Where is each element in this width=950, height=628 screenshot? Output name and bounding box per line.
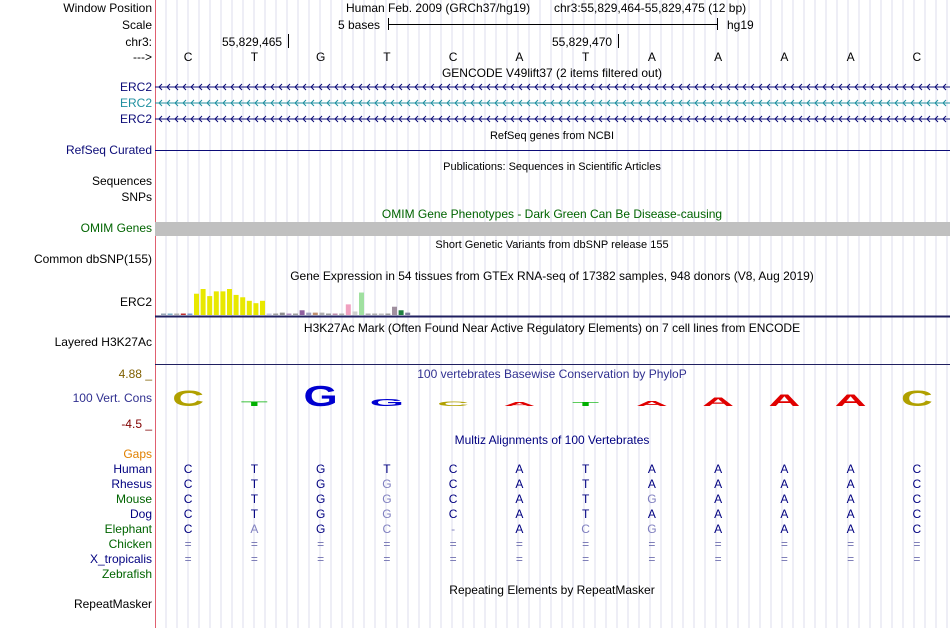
gtex-tissue-bar[interactable] (313, 313, 318, 315)
alignment-base: A (714, 522, 723, 536)
alignment-base: A (515, 492, 524, 506)
gtex-tissue-bar[interactable] (319, 313, 324, 315)
assembly-text: Human Feb. 2009 (GRCh37/hg19) (346, 1, 531, 15)
alignment-base: A (714, 462, 723, 476)
species-label-human: Human (113, 462, 152, 476)
gtex-erc2-label[interactable]: ERC2 (119, 295, 152, 309)
h3k27ac-track-title: H3K27Ac Mark (Often Found Near Active Regulatory Elements) on 7 cell lines from ENCODE (303, 321, 801, 335)
coordinate-label-1: 55,829,465 (222, 35, 283, 49)
reference-base: A (515, 50, 524, 64)
gtex-tissue-bar[interactable] (214, 291, 219, 315)
alignment-base: = (847, 552, 855, 566)
alignment-base: C (581, 522, 590, 536)
repeatmasker-label[interactable]: RepeatMasker (73, 597, 152, 611)
reference-base: A (846, 50, 855, 64)
conservation-base-glyph: C (172, 387, 205, 410)
alignment-base: G (382, 492, 392, 506)
alignment-base: C (448, 477, 458, 491)
gtex-tissue-bar[interactable] (359, 293, 364, 315)
vert-cons-label[interactable]: 100 Vert. Cons (72, 391, 152, 405)
strand-arrow-label: ---> (133, 50, 152, 64)
reference-base-row (155, 50, 950, 64)
alignment-base: - (451, 522, 456, 536)
alignment-base: = (847, 537, 855, 551)
gtex-tissue-bar[interactable] (293, 314, 298, 316)
alignment-base: A (846, 492, 855, 506)
alignment-base: A (846, 522, 855, 536)
gtex-tissue-bar[interactable] (168, 314, 173, 316)
gencode-transcript[interactable] (155, 84, 950, 90)
phylop-track-title: 100 vertebrates Basewise Conservation by PhyloP (417, 367, 687, 381)
species-label-elephant: Elephant (104, 522, 152, 536)
gtex-tissue-bar[interactable] (339, 314, 344, 316)
conservation-base-glyph: A (702, 395, 735, 409)
alignment-base: = (780, 552, 788, 566)
gtex-tissue-bar[interactable] (161, 314, 166, 316)
species-label-mouse: Mouse (115, 492, 152, 506)
conservation-base-glyph: T (572, 401, 600, 408)
conservation-base-glyph: A (834, 391, 867, 410)
alignment-base: = (449, 537, 457, 551)
gtex-tissue-bar[interactable] (379, 314, 384, 316)
alignment-base: = (714, 552, 722, 566)
alignment-base: T (581, 507, 590, 521)
alignment-base: = (383, 537, 391, 551)
track-label-column (0, 0, 156, 628)
scale-bar-text: 5 bases (338, 18, 381, 32)
conservation-base-glyph: C (900, 387, 933, 410)
gtex-tissue-bar[interactable] (333, 314, 338, 316)
gtex-tissue-bar[interactable] (372, 314, 377, 316)
gtex-track-title: Gene Expression in 54 tissues from GTEx RNA-seq of 17382 samples, 948 donors (V8, Aug 2019) (290, 269, 814, 283)
alignment-base: A (714, 477, 723, 491)
alignment-base: G (382, 477, 392, 491)
conservation-max-label: 4.88 _ (118, 367, 152, 381)
alignment-base: A (714, 492, 723, 506)
alignment-base: = (582, 537, 590, 551)
alignment-base: = (648, 552, 656, 566)
h3k27ac-label[interactable]: Layered H3K27Ac (54, 335, 152, 349)
conservation-base-glyph: G (369, 396, 404, 409)
conservation-base-glyph: A (503, 401, 536, 408)
alignment-base: = (913, 537, 921, 551)
alignment-base: C (382, 522, 392, 536)
reference-base: T (581, 50, 590, 64)
multiz-track-title: Multiz Alignments of 100 Vertebrates (454, 433, 650, 447)
reference-base: A (780, 50, 789, 64)
gencode-gene-track[interactable] (155, 80, 950, 126)
alignment-base: A (780, 507, 789, 521)
conservation-base-glyph: T (240, 400, 268, 408)
alignment-base: T (250, 477, 259, 491)
alignment-base: C (912, 462, 922, 476)
coordinate-label-2: 55,829,470 (552, 35, 613, 49)
alignment-base: A (846, 507, 855, 521)
snps-label[interactable]: SNPs (121, 190, 152, 204)
refseq-curated-label[interactable]: RefSeq Curated (65, 143, 152, 157)
gtex-tissue-bar[interactable] (399, 310, 404, 315)
alignment-base: A (515, 507, 524, 521)
gtex-tissue-bar[interactable] (247, 301, 252, 315)
gtex-tissue-bar[interactable] (187, 314, 192, 316)
omim-gene-bar[interactable] (155, 222, 950, 236)
gtex-tissue-bar[interactable] (366, 314, 371, 316)
gtex-tissue-bar[interactable] (280, 313, 285, 315)
reference-base: T (383, 50, 391, 64)
alignment-base: G (315, 522, 326, 536)
alignment-base: A (647, 477, 656, 491)
alignment-base: = (184, 552, 192, 566)
alignment-base: A (515, 462, 524, 476)
gtex-tissue-bar[interactable] (326, 314, 331, 316)
alignment-base: C (183, 522, 193, 536)
common-dbsnp-label[interactable]: Common dbSNP(155) (33, 252, 152, 266)
alignment-base: T (581, 492, 590, 506)
gtex-tissue-bar[interactable] (207, 296, 212, 315)
alignment-base: C (912, 507, 922, 521)
alignment-base: = (780, 537, 788, 551)
gaps-label: Gaps (123, 447, 152, 461)
species-label-dog: Dog (129, 507, 152, 521)
gencode-track-title: GENCODE V49lift37 (2 items filtered out) (441, 66, 663, 80)
multiz-alignment-block[interactable] (155, 462, 950, 567)
gencode-transcript[interactable] (155, 100, 950, 106)
conservation-min-label: -4.5 _ (121, 417, 152, 431)
scale-db-text: hg19 (727, 18, 754, 32)
gtex-tissue-bar[interactable] (174, 314, 179, 316)
alignment-base: G (647, 492, 657, 506)
gtex-tissue-bar[interactable] (227, 289, 232, 315)
species-label-x-tropicalis: X_tropicalis (89, 552, 152, 566)
repeatmasker-track-title: Repeating Elements by RepeatMasker (449, 583, 655, 597)
alignment-base: A (714, 507, 723, 521)
gtex-tissue-bar[interactable] (306, 313, 311, 315)
omim-genes-label[interactable]: OMIM Genes (80, 221, 152, 235)
alignment-base: = (250, 552, 258, 566)
alignment-base: G (315, 492, 326, 506)
gtex-tissue-bar[interactable] (392, 307, 397, 315)
alignment-base: = (317, 537, 325, 551)
refseq-gene-line[interactable] (155, 150, 950, 151)
alignment-base: C (183, 477, 193, 491)
reference-base: C (448, 50, 458, 64)
alignment-base: = (184, 537, 192, 551)
position-text: chr3:55,829,464-55,829,475 (12 bp) (554, 1, 747, 15)
species-label-rhesus: Rhesus (111, 477, 152, 491)
gencode-transcript[interactable] (155, 116, 950, 122)
conservation-base-glyph: G (303, 380, 338, 410)
publications-track-title: Publications: Sequences in Scientific Articles (443, 161, 661, 173)
gtex-tissue-bar[interactable] (286, 314, 291, 316)
alignment-base: = (317, 552, 325, 566)
refseq-track-title: RefSeq genes from NCBI (489, 130, 615, 142)
reference-base: T (250, 50, 259, 64)
alignment-base: C (448, 492, 458, 506)
scale-label: Scale (121, 18, 152, 32)
conservation-base-glyph: A (635, 398, 668, 408)
omim-track-title: OMIM Gene Phenotypes - Dark Green Can Be Disease-causing (381, 207, 723, 221)
alignment-base: = (714, 537, 722, 551)
reference-base: G (315, 50, 326, 64)
alignment-base: A (846, 462, 855, 476)
alignment-base: A (647, 462, 656, 476)
gencode-erc2-label-1[interactable]: ERC2 (119, 80, 152, 94)
scale-bar (388, 18, 718, 30)
phylop-conservation-logo[interactable] (155, 380, 950, 410)
alignment-base: T (250, 507, 259, 521)
alignment-base: = (648, 537, 656, 551)
alignment-base: C (912, 477, 922, 491)
alignment-base: A (515, 522, 524, 536)
gtex-tissue-bar[interactable] (234, 295, 239, 315)
alignment-base: A (250, 522, 259, 536)
window-position-label: Window Position (63, 1, 152, 15)
alignment-base: = (515, 552, 523, 566)
alignment-base: = (515, 537, 523, 551)
gencode-erc2-label-2[interactable]: ERC2 (119, 96, 152, 110)
alignment-base: G (382, 507, 392, 521)
alignment-base: A (846, 477, 855, 491)
gtex-tissue-bar[interactable] (346, 304, 351, 315)
sequences-label[interactable]: Sequences (91, 174, 152, 188)
alignment-base: G (315, 477, 326, 491)
gtex-tissue-bar[interactable] (253, 303, 258, 315)
alignment-base: G (647, 522, 657, 536)
alignment-base: G (315, 507, 326, 521)
reference-base: C (183, 50, 193, 64)
conservation-base-glyph: C (437, 400, 470, 408)
alignment-base: A (647, 507, 656, 521)
alignment-base: = (582, 552, 590, 566)
gencode-erc2-label-3[interactable]: ERC2 (119, 112, 152, 126)
gtex-tissue-bar[interactable] (352, 311, 357, 315)
alignment-base: C (183, 492, 193, 506)
coordinate-tick-2 (618, 34, 619, 48)
alignment-base: C (448, 462, 458, 476)
gtex-tissue-bar[interactable] (405, 313, 410, 315)
alignment-base: = (449, 552, 457, 566)
alignment-base: = (383, 552, 391, 566)
gtex-tissue-bar[interactable] (300, 310, 305, 315)
coordinate-tick-1 (288, 34, 289, 48)
gtex-tissue-bar[interactable] (240, 297, 245, 315)
gtex-tissue-bar[interactable] (194, 294, 199, 315)
alignment-base: T (581, 462, 590, 476)
gtex-tissue-bar[interactable] (385, 314, 390, 316)
reference-base: A (714, 50, 723, 64)
alignment-base: C (912, 522, 922, 536)
gtex-tissue-bar[interactable] (273, 314, 278, 316)
alignment-base: T (250, 462, 259, 476)
alignment-base: C (912, 492, 922, 506)
gtex-tissue-bar[interactable] (267, 314, 272, 316)
gtex-expression-chart[interactable] (155, 284, 950, 318)
species-label-chicken: Chicken (108, 537, 152, 551)
alignment-base: T (581, 477, 590, 491)
alignment-base: T (250, 492, 259, 506)
alignment-base: A (780, 462, 789, 476)
h3k27ac-baseline (155, 364, 950, 365)
reference-base: A (647, 50, 656, 64)
alignment-base: G (315, 462, 326, 476)
alignment-base: A (515, 477, 524, 491)
conservation-base-glyph: A (768, 391, 801, 410)
alignment-base: = (250, 537, 258, 551)
alignment-base: C (448, 507, 458, 521)
dbsnp-track-title: Short Genetic Variants from dbSNP release 155 (435, 239, 669, 251)
gtex-tissue-bar[interactable] (260, 301, 265, 315)
chromosome-label: chr3: (125, 35, 152, 49)
reference-base: C (912, 50, 922, 64)
alignment-base: C (183, 507, 193, 521)
alignment-base: A (780, 522, 789, 536)
alignment-base: C (183, 462, 193, 476)
alignment-base: A (780, 477, 789, 491)
alignment-base: T (383, 462, 391, 476)
alignment-base: A (780, 492, 789, 506)
alignment-base: = (913, 552, 921, 566)
gtex-tissue-bar[interactable] (201, 289, 206, 315)
gtex-tissue-bar[interactable] (181, 314, 186, 316)
species-label-zebrafish: Zebrafish (101, 567, 152, 581)
gtex-tissue-bar[interactable] (220, 291, 225, 315)
